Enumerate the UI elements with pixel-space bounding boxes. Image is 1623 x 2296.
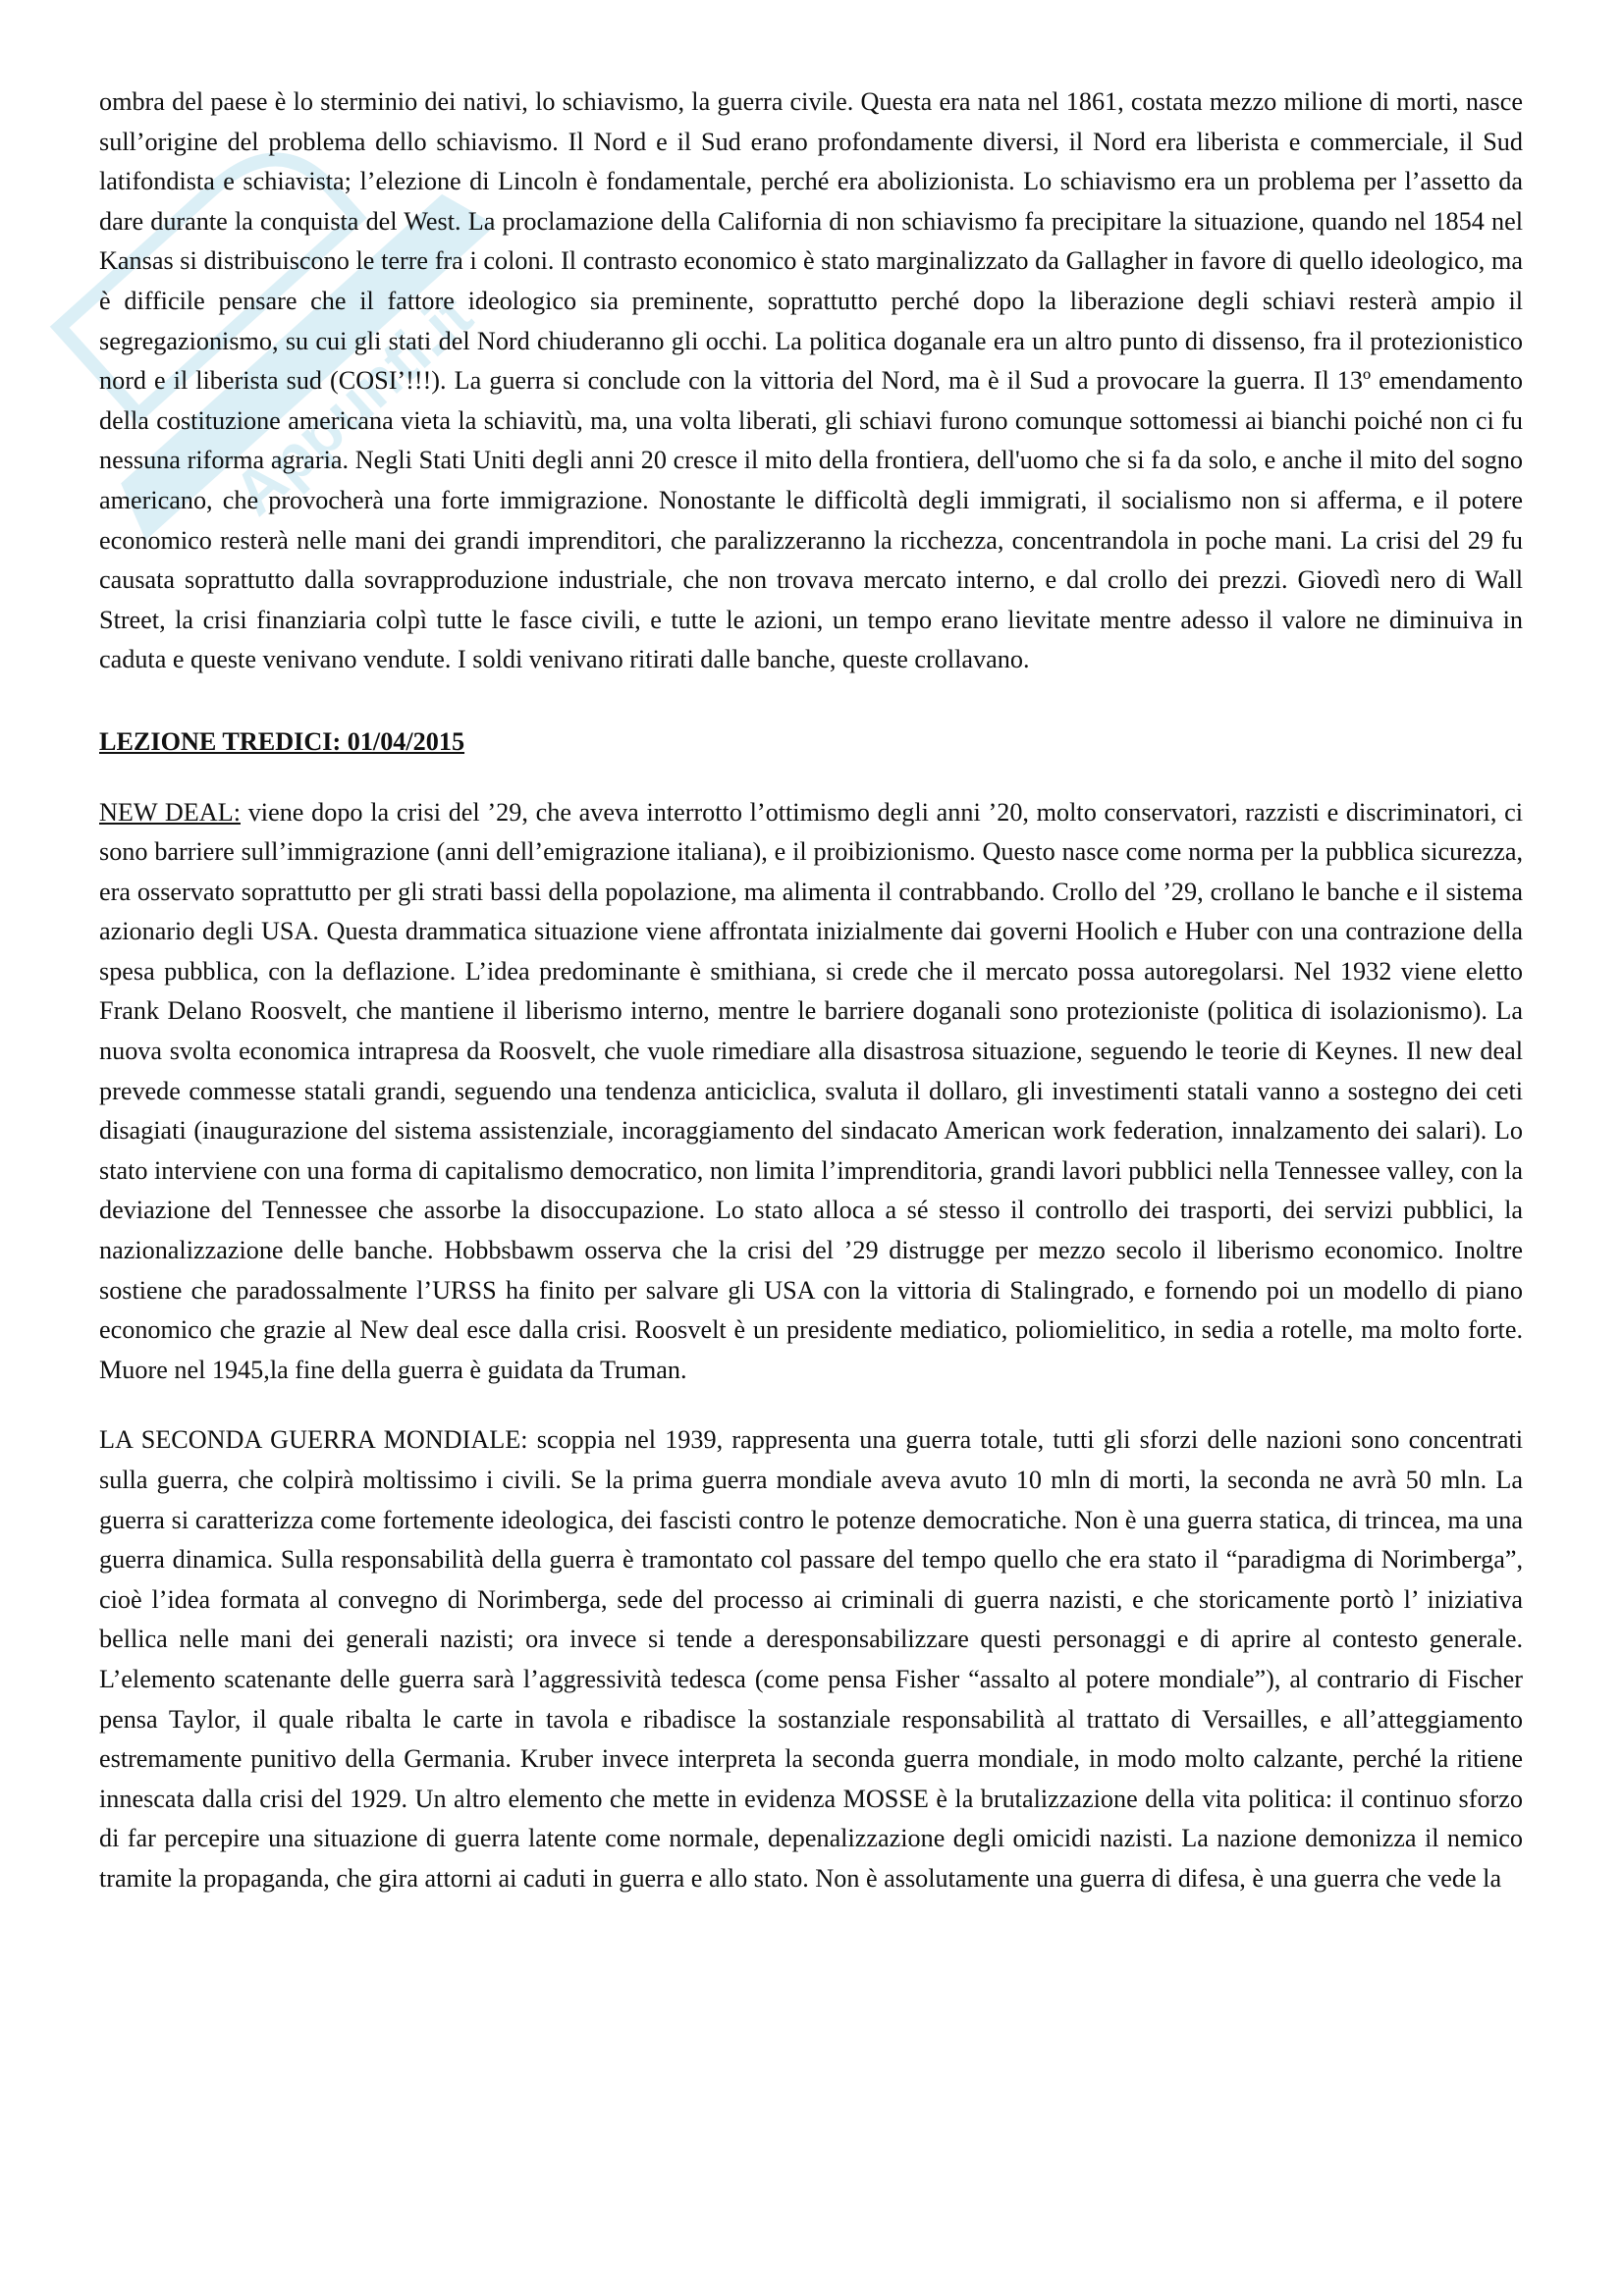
watermark-text: Appunti.it — [220, 280, 486, 529]
new-deal-text: viene dopo la crisi del ’29, che aveva interrotto l’ottimismo degli anni ’20, molto conservatori, razzisti e discriminatori, ci sono barriere sull’immigrazione (anni dell’emigrazione italiana), e il proibizionismo. Questo nasce come norma per la pubblica sicurezza, era osservato soprattutto per gli strati bassi della popolazione, ma alimenta il contrabbando. Crollo del ’29, crollano le banche e il sistema azionario degli USA. Questa drammatica situazione viene affrontata inizialmente dai governi Hoolich e Huber con una contrazione della spesa pubblica, con la deflazione. L’idea predominante è smithiana, si crede che il mercato possa autoregolarsi. Nel 1932 viene eletto Frank Delano Roosvelt, che mantiene il liberismo interno, mentre le barriere doganali sono protezioniste (politica di isolazionismo). La nuova svolta economica intrapresa da Roosvelt, che vuole rimediare alla disastrosa situazione, seguendo le teorie di Keynes. Il new deal prevede commesse statali grandi, seguendo una tendenza anticiclica, svaluta il dollaro, gli investimenti statali vanno a sostegno dei ceti disagiati (inaugurazione del sistema assistenziale, incoraggiamento del sindacato American work federation, innalzamento dei salari). Lo stato interviene con una forma di capitalismo democratico, non limita l’imprenditoria, grandi lavori pubblici nella Tennessee valley, con la deviazione del Tennessee che assorbe la disoccupazione. Lo stato alloca a sé stesso il controllo dei trasporti, dei servizi pubblici, la nazionalizzazione delle banche. Hobbsbawm osserva che la crisi del ’29 distrugge per mezzo secolo il liberismo economico. Inoltre sostiene che paradossalmente l’URSS ha finito per salvare gli USA con la vittoria di Stalingrado, e fornendo poi un modello di piano economico che grazie al New deal esce dalla crisi. Roosvelt è un presidente mediatico, poliomielitico, in sedia a rotelle, ma molto forte. Muore nel 1945,la fine della guerra è guidata da Truman. — [99, 797, 1524, 1384]
new-deal-lead: NEW DEAL: — [99, 797, 241, 827]
document-body — [99, 82, 1523, 1899]
paragraph-slavery-civil-war: ombra del paese è lo sterminio dei nativi, lo schiavismo, la guerra civile. Questa era nata nel 1861, costata mezzo milione di morti, nasce sull’origine del problema dello schiavismo. Il Nord e il Sud erano profondamente diversi, il Nord era liberista e commerciale, il Sud latifondista e schiavista; l’elezione di Lincoln è fondamentale, perché era abolizionista. Lo schiavismo era un problema per l’assetto da dare durante la conquista del West. La proclamazione della California di non schiavismo fa precipitare la situazione, quando nel 1854 nel Kansas si distribuiscono le terre fra i coloni. Il contrasto economico è stato marginalizzato da Gallagher in favore di quello ideologico, ma è difficile pensare che il fattore ideologico sia preminente, soprattutto perché dopo la liberazione degli schiavi resterà ampio il segregazionismo, su cui gli stati del Nord chiuderanno gli occhi. La politica doganale era un altro punto di dissenso, fra il protezionistico nord e il liberista sud (COSI’!!!). La guerra si conclude con la vittoria del Nord, ma è il Sud a provocare la guerra. Il 13º emendamento della costituzione americana vieta la schiavitù, ma, una volta liberati, gli schiavi furono comunque sottomessi ai bianchi poiché non ci fu nessuna riforma agraria. Negli Stati Uniti degli anni 20 cresce il mito della frontiera, dell'uomo che si fa da solo, e anche il mito del sogno americano, che provocherà una forte immigrazione. Nonostante le difficoltà degli immigrati, il socialismo non si afferma, e il potere economico resterà nelle mani dei grandi imprenditori, che paralizzeranno la ricchezza, concentrandola in poche mani. La crisi del 29 fu causata soprattutto dalla sovrapproduzione industriale, che non trovava mercato interno, e dal crollo dei prezzi. Giovedì nero di Wall Street, la crisi finanziaria colpì tutte le fasce civili, e tutte le azioni, un tempo erano lievitate mentre adesso il valore ne diminuiva in caduta e queste venivano vendute. I soldi venivano ritirati dalle banche, queste crollavano. — [99, 87, 1523, 674]
paragraph-new-deal — [99, 793, 1523, 1391]
lesson-heading: LEZIONE TREDICI: 01/04/2015 — [99, 726, 465, 756]
paragraph-second-world-war: LA SECONDA GUERRA MONDIALE: scoppia nel 1939, rappresenta una guerra totale, tutti gli sforzi delle nazioni sono concentrati sulla guerra, che colpirà moltissimo i civili. Se la prima guerra mondiale aveva avuto 10 mln di morti, la seconda ne avrà 50 mln. La guerra si caratterizza come fortemente ideologica, dei fascisti contro le potenze democratiche. Non è una guerra statica, di trincea, ma una guerra dinamica. Sulla responsabilità della guerra è tramontato col passare del tempo quello che era stato il “paradigma di Norimberga”, cioè l’idea formata al convegno di Norimberga, sede del processo ai criminali di guerra nazisti, e che storicamente portò l’ iniziativa bellica nelle mani dei generali nazisti; ora invece si tende a deresponsabilizzare questi personaggi e di aprire al contesto generale. L’elemento scatenante delle guerra sarà l’aggressività tedesca (come pensa Fisher “assalto al potere mondiale”), al contrario di Fischer pensa Taylor, il quale ribalta le carte in tavola e ribadisce la sostanziale responsabilità al trattato di Versailles, e all’atteggiamento estremamente punitivo della Germania. Kruber invece interpreta la seconda guerra mondiale, in modo molto calzante, perché la ritiene innescata dalla crisi del 1929. Un altro elemento che mette in evidenza MOSSE è la brutalizzazione della vita politica: il continuo sforzo di far percepire una situazione di guerra latente come normale, depenalizzazione degli omicidi nazisti. La nazione demonizza il nemico tramite la propaganda, che gira attorni ai caduti in guerra e allo stato. Non è assolutamente una guerra di difesa, è una guerra che vede la — [99, 1425, 1523, 1893]
